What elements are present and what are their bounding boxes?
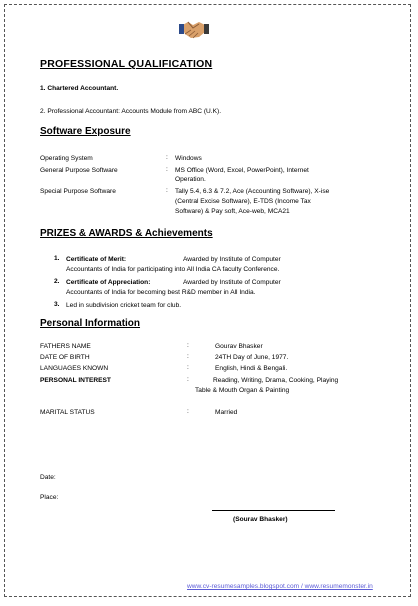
software-value: Operation. (175, 176, 206, 183)
personal-value: Reading, Writing, Drama, Cooking, Playing (213, 377, 339, 384)
personal-label: LANGUAGES KNOWN (40, 365, 109, 372)
award-text: Awarded by Institute of Computer (183, 256, 281, 263)
personal-value: English, Hindi & Bengali. (215, 365, 288, 372)
heading-prizes-awards: PRIZES & AWARDS & Achievements (40, 228, 213, 239)
award-text: Accountants of India for becoming best R&D member in All India. (66, 289, 256, 296)
qualification-item: 1. Chartered Accountant. (40, 85, 119, 92)
software-value: (Central Excise Software), E-TDS (Income Tax (175, 198, 311, 205)
award-text: Led in subdivision cricket team for club. (66, 302, 182, 309)
colon: : (187, 353, 189, 360)
colon: : (187, 364, 189, 371)
personal-label: MARITAL STATUS (40, 409, 95, 416)
heading-personal-information: Personal Information (40, 318, 141, 329)
award-title: Certificate of Merit: (66, 256, 127, 263)
list-number: 3. (54, 301, 60, 308)
colon: : (166, 166, 168, 173)
software-label: General Purpose Software (40, 167, 118, 174)
personal-value: Gourav Bhasker (215, 343, 263, 350)
software-value: Software) & Pay soft, Ace-web, MCA21 (175, 208, 290, 215)
award-text: Accountants of India for participating into All India CA faculty Conference. (66, 266, 280, 273)
handshake-icon (179, 16, 209, 42)
personal-label: DATE OF BIRTH (40, 354, 90, 361)
signature-name: (Sourav Bhasker) (233, 516, 288, 523)
personal-label: FATHERS NAME (40, 343, 91, 350)
place-label: Place: (40, 494, 59, 501)
personal-value: Table & Mouth Organ & Painting (195, 387, 290, 394)
colon: : (166, 187, 168, 194)
personal-value: Married (215, 409, 238, 416)
software-value: MS Office (Word, Excel, PowerPoint), Internet (175, 167, 309, 174)
footer-link[interactable]: www.cv-resumesamples.blogspot.com / www.resumemonster.in (187, 583, 373, 590)
heading-professional-qualification: PROFESSIONAL QUALIFICATION (40, 58, 213, 70)
award-text: Awarded by Institute of Computer (183, 279, 281, 286)
software-value: Tally 5.4, 6.3 & 7.2, Ace (Accounting Software), X-ise (175, 188, 330, 195)
colon: : (166, 154, 168, 161)
software-label: Special Purpose Software (40, 188, 116, 195)
personal-label: PERSONAL INTEREST (40, 377, 111, 384)
list-number: 2. (54, 278, 60, 285)
signature-line (212, 510, 335, 511)
heading-software-exposure: Software Exposure (40, 126, 131, 137)
qualification-item: 2. Professional Accountant: Accounts Module from ABC (U.K). (40, 108, 222, 115)
personal-value: 24TH Day of June, 1977. (215, 354, 289, 361)
software-label: Operating System (40, 155, 93, 162)
colon: : (187, 376, 189, 383)
award-title: Certificate of Appreciation: (66, 279, 151, 286)
date-label: Date: (40, 474, 56, 481)
list-number: 1. (54, 255, 60, 262)
software-value: Windows (175, 155, 202, 162)
colon: : (187, 342, 189, 349)
colon: : (187, 408, 189, 415)
